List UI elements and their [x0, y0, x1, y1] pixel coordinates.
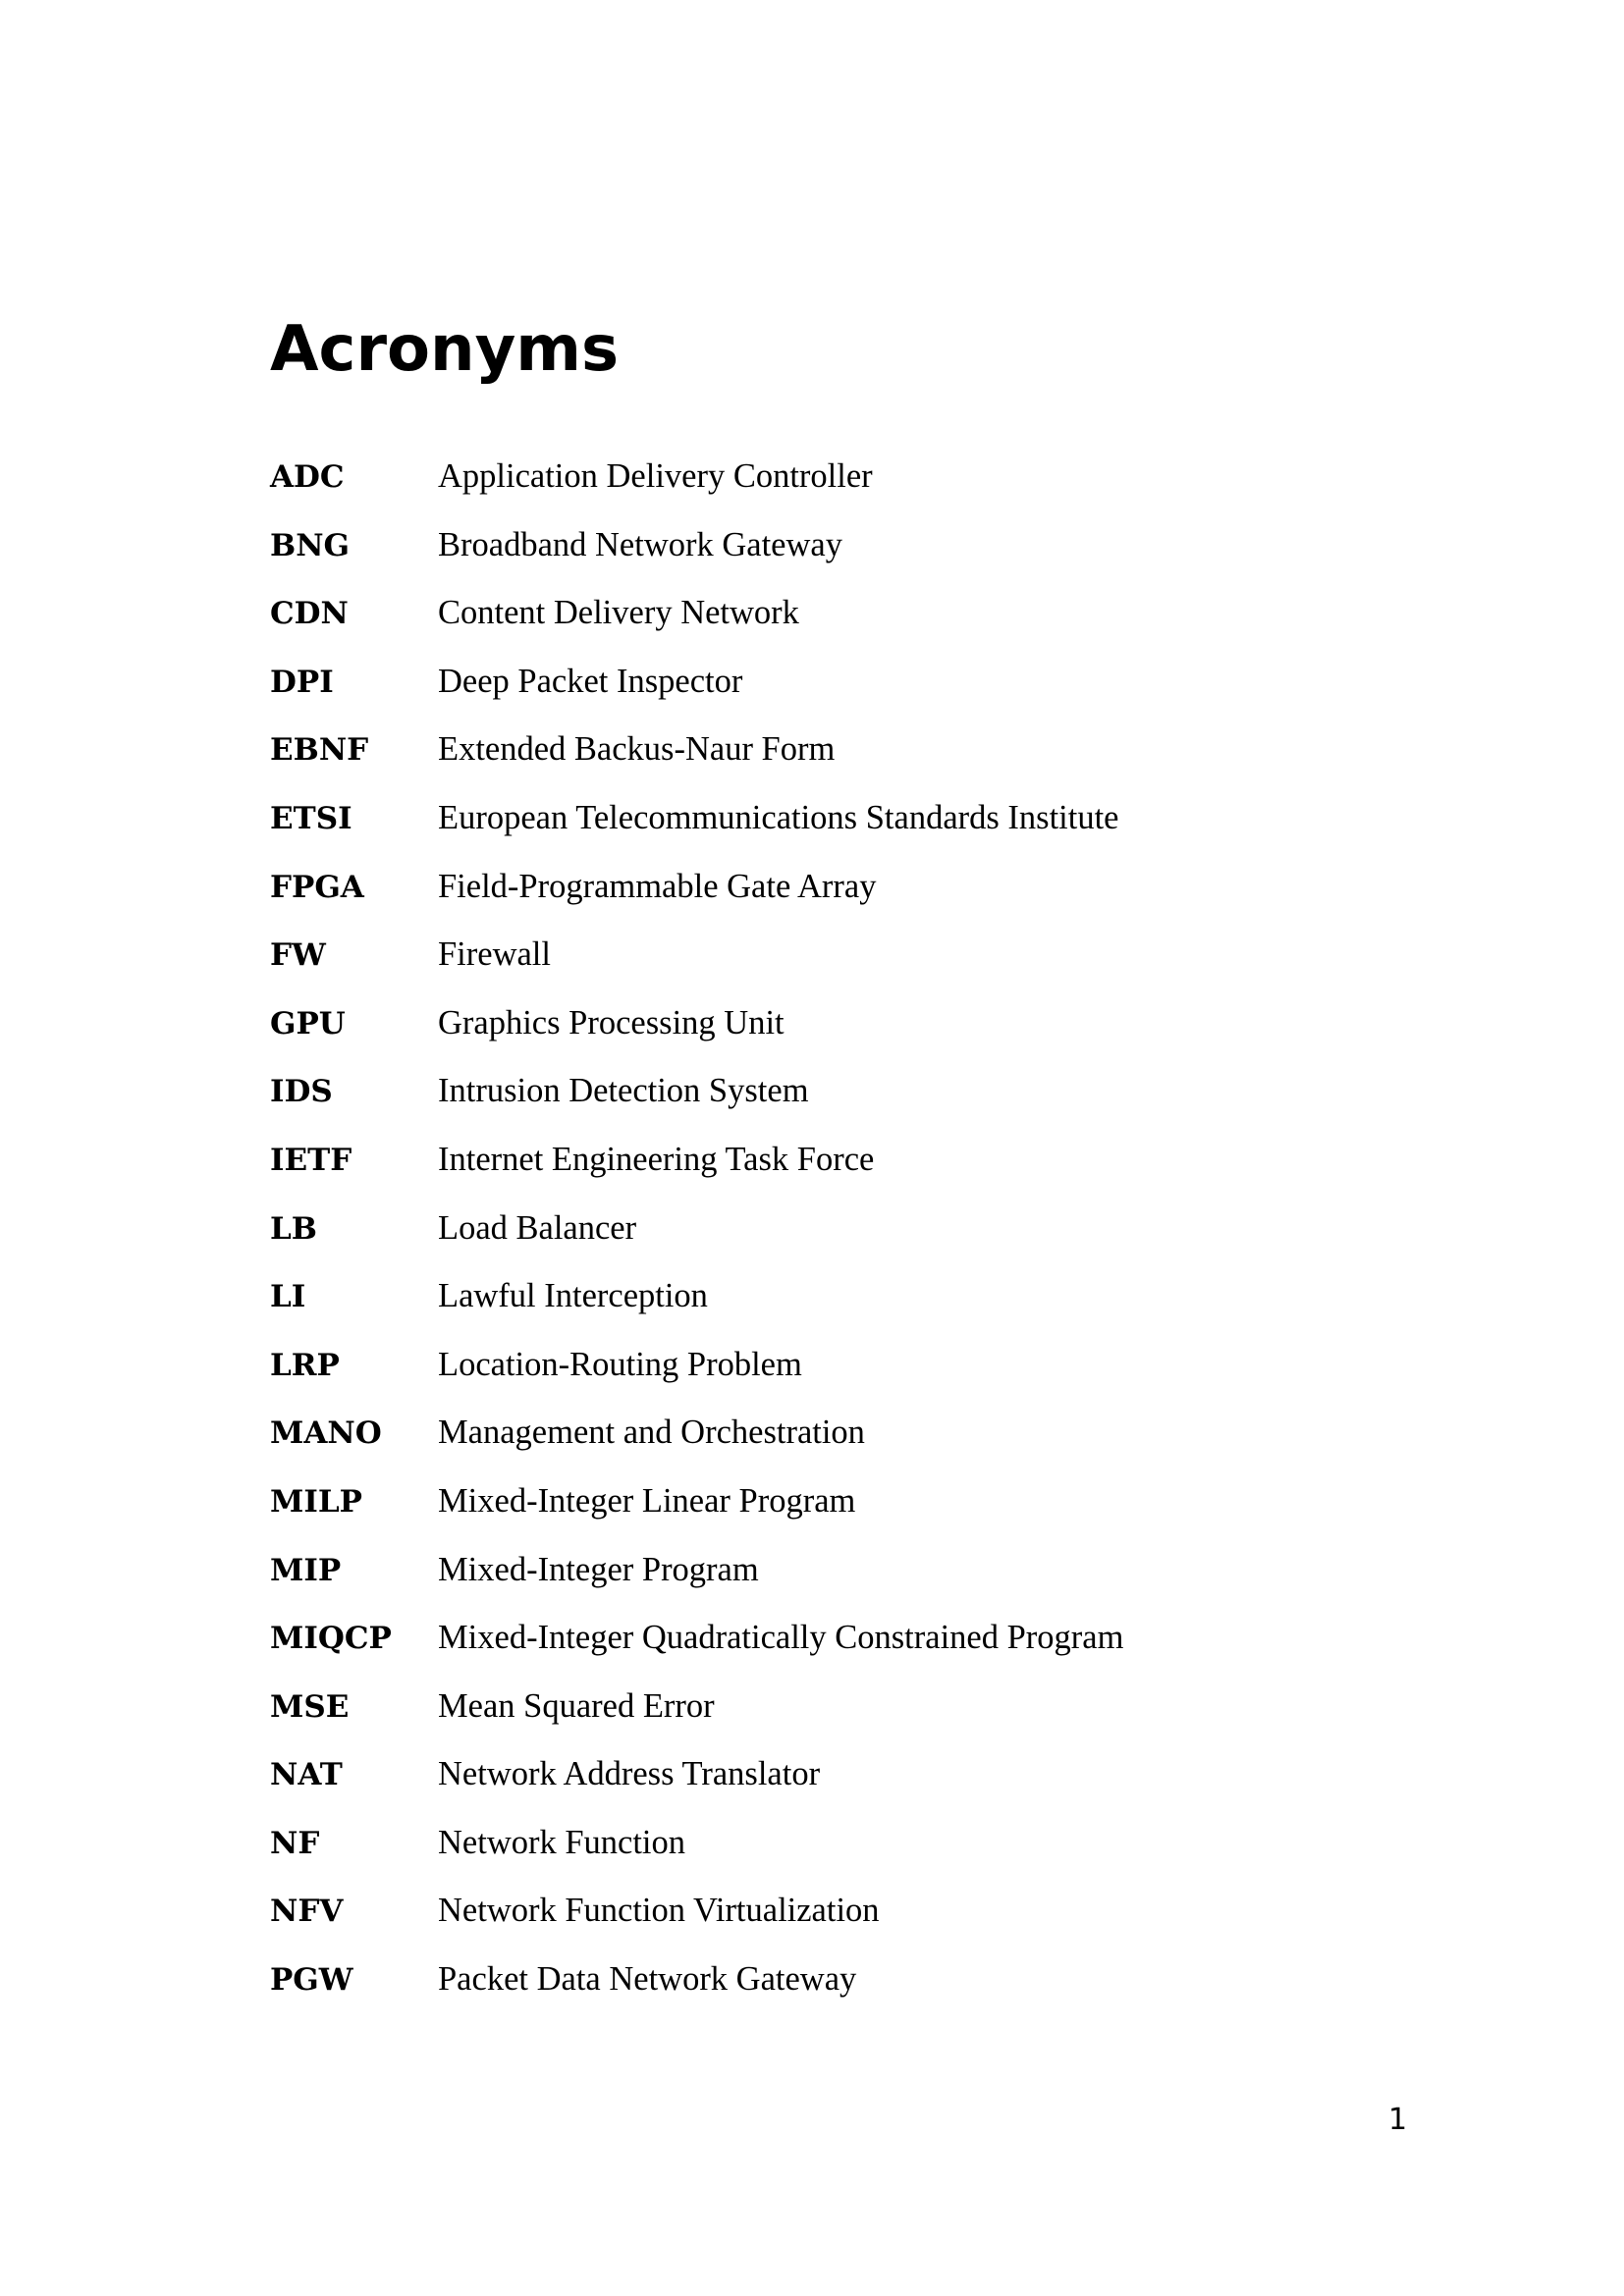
- acronym-row: [270, 456, 1123, 525]
- acronym-row: [270, 1550, 1123, 1619]
- acronym-definition: Field-Programmable Gate Array: [438, 867, 877, 905]
- acronym-definition: Broadband Network Gateway: [438, 525, 842, 563]
- page-title: Acronyms: [270, 313, 620, 386]
- acronym-term: NF: [270, 1825, 320, 1861]
- acronym-row: [270, 1276, 1123, 1345]
- acronym-term: MIQCP: [270, 1621, 392, 1657]
- acronym-term: FPGA: [270, 869, 364, 905]
- acronym-term: LB: [270, 1210, 317, 1247]
- acronym-term: CDN: [270, 596, 349, 632]
- acronym-term: GPU: [270, 1005, 346, 1041]
- acronym-definition: Lawful Interception: [438, 1277, 708, 1315]
- acronym-definition: Packet Data Network Gateway: [438, 1960, 857, 1999]
- acronym-term: IDS: [270, 1074, 333, 1110]
- acronym-term: BNG: [270, 527, 351, 563]
- acronym-row: [270, 1003, 1123, 1072]
- acronym-row: [270, 1345, 1123, 1414]
- acronym-term: DPI: [270, 664, 334, 700]
- acronym-definition: Mixed-Integer Program: [438, 1550, 759, 1588]
- acronym-row: [270, 934, 1123, 1003]
- acronym-term: MILP: [270, 1483, 362, 1520]
- acronym-definition: Firewall: [438, 935, 551, 974]
- acronym-definition: Extended Backus-Naur Form: [438, 730, 836, 769]
- acronym-term: ETSI: [270, 800, 352, 836]
- acronym-row: [270, 1618, 1123, 1686]
- acronym-definition: Network Function Virtualization: [438, 1892, 880, 1930]
- acronym-definition: Internet Engineering Task Force: [438, 1140, 875, 1178]
- acronym-row: [270, 1823, 1123, 1892]
- acronym-row: [270, 662, 1123, 730]
- acronym-term: MANO: [270, 1415, 382, 1452]
- acronym-row: [270, 1891, 1123, 1959]
- acronym-definition: Mixed-Integer Linear Program: [438, 1481, 856, 1520]
- acronym-definition: Load Balancer: [438, 1208, 637, 1247]
- acronym-row: [270, 729, 1123, 798]
- acronym-definition: European Telecommunications Standards Institute: [438, 798, 1119, 836]
- acronym-definition: Mean Squared Error: [438, 1686, 715, 1725]
- acronym-definition: Intrusion Detection System: [438, 1072, 809, 1110]
- acronym-row: [270, 867, 1123, 935]
- acronym-row: [270, 593, 1123, 662]
- acronym-definition: Deep Packet Inspector: [438, 662, 743, 700]
- acronym-row: [270, 1481, 1123, 1550]
- acronym-row: [270, 1208, 1123, 1277]
- page-number: 1: [1388, 2103, 1408, 2137]
- acronym-term: MIP: [270, 1552, 342, 1588]
- acronym-term: EBNF: [270, 732, 369, 769]
- acronym-definition: Network Function: [438, 1823, 686, 1861]
- acronym-list: [270, 456, 1123, 2028]
- acronym-term: ADC: [270, 459, 345, 495]
- acronym-term: LRP: [270, 1347, 340, 1383]
- acronym-definition: Mixed-Integer Quadratically Constrained Program: [438, 1619, 1124, 1657]
- acronym-row: [270, 1140, 1123, 1208]
- acronym-row: [270, 1686, 1123, 1755]
- acronym-row: [270, 1959, 1123, 2028]
- acronym-term: LI: [270, 1279, 306, 1315]
- acronym-term: MSE: [270, 1688, 350, 1725]
- acronym-term: NFV: [270, 1894, 344, 1930]
- acronym-term: PGW: [270, 1962, 353, 1999]
- acronym-definition: Content Delivery Network: [438, 594, 799, 632]
- acronym-row: [270, 1071, 1123, 1140]
- acronym-definition: Management and Orchestration: [438, 1414, 865, 1452]
- acronym-row: [270, 1413, 1123, 1481]
- acronym-definition: Application Delivery Controller: [438, 457, 873, 495]
- acronym-term: IETF: [270, 1142, 352, 1178]
- acronym-row: [270, 798, 1123, 867]
- acronym-row: [270, 1754, 1123, 1823]
- acronym-term: NAT: [270, 1757, 343, 1793]
- acronym-definition: Network Address Translator: [438, 1755, 821, 1793]
- acronym-definition: Location-Routing Problem: [438, 1345, 802, 1383]
- acronym-definition: Graphics Processing Unit: [438, 1003, 785, 1041]
- acronym-term: FW: [270, 937, 326, 974]
- acronym-row: [270, 525, 1123, 594]
